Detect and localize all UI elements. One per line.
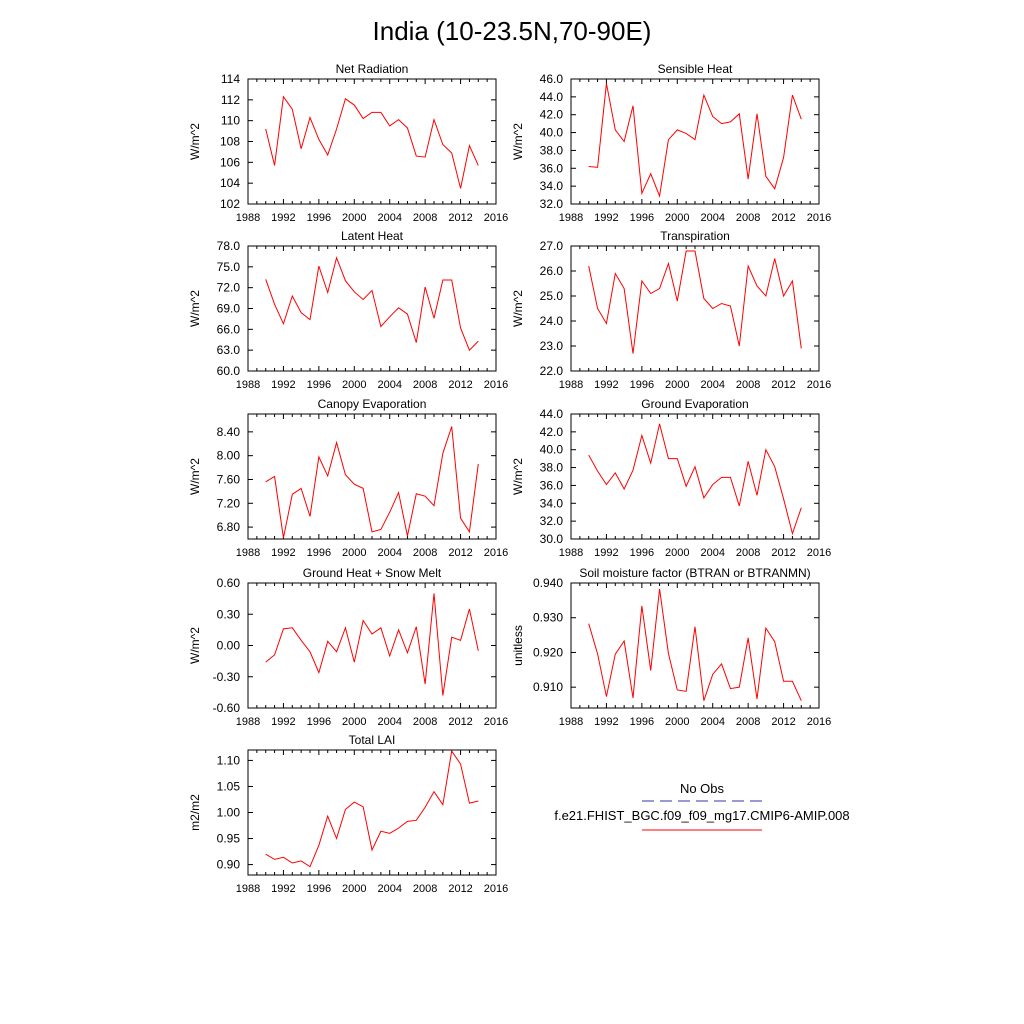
y-tick-label: 44.0 <box>539 407 563 421</box>
y-tick-label: 0.910 <box>532 680 563 695</box>
y-axis-label: W/m^2 <box>511 290 525 327</box>
panel-ground-evaporation <box>511 397 831 559</box>
y-tick-label: 27.0 <box>539 239 563 253</box>
x-tick-label: 1996 <box>629 379 655 391</box>
x-tick-label: 1992 <box>271 716 296 728</box>
x-tick-label: 2016 <box>483 547 509 559</box>
x-tick-label: 1992 <box>594 212 619 224</box>
x-tick-label: 2016 <box>806 716 832 728</box>
x-tick-label: 2012 <box>448 212 473 224</box>
x-tick-label: 2008 <box>735 716 761 728</box>
panel-title: Canopy Evaporation <box>317 397 427 411</box>
y-tick-label: 7.20 <box>216 496 240 511</box>
x-tick-label: 1988 <box>235 547 261 559</box>
x-tick-label: 1988 <box>235 883 261 895</box>
x-tick-label: 2004 <box>377 379 402 391</box>
x-tick-label: 2000 <box>342 212 367 224</box>
panel-net-radiation <box>188 62 508 224</box>
y-axis-label: W/m^2 <box>188 627 202 664</box>
x-tick-label: 1988 <box>558 716 584 728</box>
x-tick-label: 1988 <box>235 379 261 391</box>
plot-frame <box>571 246 819 371</box>
series-line-model <box>266 258 479 350</box>
x-tick-label: 2008 <box>412 379 438 391</box>
y-tick-label: 40.0 <box>539 442 563 457</box>
x-tick-label: 1992 <box>271 379 296 391</box>
x-tick-label: 1992 <box>271 212 296 224</box>
y-axis-label: W/m^2 <box>511 458 525 495</box>
y-axis-label: W/m^2 <box>511 123 525 160</box>
y-tick-label: 0.60 <box>216 576 240 590</box>
legend-obs-label: No Obs <box>679 781 725 796</box>
x-tick-label: 2004 <box>700 212 725 224</box>
x-tick-label: 2008 <box>735 547 761 559</box>
y-tick-label: 1.05 <box>216 779 240 794</box>
x-tick-label: 2000 <box>342 547 367 559</box>
x-tick-label: 1988 <box>558 379 584 391</box>
y-tick-label: 23.0 <box>539 339 563 353</box>
y-tick-label: 34.0 <box>539 179 563 194</box>
y-tick-label: 36.0 <box>539 161 563 176</box>
x-tick-label: 1988 <box>235 716 261 728</box>
y-tick-label: 0.930 <box>532 610 563 625</box>
x-tick-label: 2008 <box>735 212 761 224</box>
y-tick-label: 104 <box>219 176 240 191</box>
x-tick-label: 1992 <box>594 379 619 391</box>
y-tick-label: 1.00 <box>216 805 240 820</box>
x-tick-label: 2000 <box>665 547 690 559</box>
panel-sensible-heat <box>511 62 831 224</box>
x-tick-label: 2008 <box>412 212 438 224</box>
x-tick-label: 2016 <box>483 379 509 391</box>
x-tick-label: 2016 <box>483 883 509 895</box>
plot-frame <box>571 414 819 539</box>
panel-title: Total LAI <box>348 733 396 747</box>
panel-title: Transpiration <box>660 229 730 243</box>
y-tick-label: 32.0 <box>539 514 563 529</box>
y-tick-label: 0.920 <box>532 645 563 660</box>
y-tick-label: 32.0 <box>539 197 563 211</box>
panel-title: Latent Heat <box>340 229 404 243</box>
x-tick-label: 1996 <box>629 716 655 728</box>
x-tick-label: 2000 <box>342 883 367 895</box>
x-tick-label: 2008 <box>735 379 761 391</box>
y-tick-label: 26.0 <box>539 264 563 278</box>
y-tick-label: 110 <box>220 113 240 128</box>
y-tick-label: 0.940 <box>532 576 563 590</box>
panel-latent-heat <box>188 229 508 391</box>
x-tick-label: 2004 <box>377 212 402 224</box>
series-line-model <box>266 593 479 695</box>
plot-frame <box>571 79 819 204</box>
panel-title: Soil moisture factor (BTRAN or BTRANMN) <box>579 566 811 580</box>
panel-ground-heat-snow-melt <box>188 566 508 728</box>
x-tick-label: 2008 <box>412 716 438 728</box>
y-tick-label: 8.00 <box>216 448 240 463</box>
y-axis-label: unitless <box>511 625 525 666</box>
plot-frame <box>248 750 496 875</box>
y-tick-label: 0.30 <box>216 607 240 622</box>
series-line-model <box>589 251 802 354</box>
x-tick-label: 1988 <box>558 212 584 224</box>
y-tick-label: 42.0 <box>539 424 563 439</box>
y-tick-label: 42.0 <box>539 107 563 122</box>
x-tick-label: 1996 <box>306 883 332 895</box>
y-axis-label: m2/m2 <box>188 794 202 831</box>
x-tick-label: 1992 <box>271 883 296 895</box>
y-tick-label: 6.80 <box>216 520 240 535</box>
series-line-model <box>589 83 802 196</box>
x-tick-label: 2000 <box>665 379 690 391</box>
y-tick-label: 40.0 <box>539 125 563 140</box>
x-tick-label: 2012 <box>448 379 473 391</box>
x-tick-label: 2012 <box>771 379 796 391</box>
x-tick-label: 2004 <box>377 883 402 895</box>
x-tick-label: 2012 <box>771 547 796 559</box>
x-tick-label: 1988 <box>235 212 261 224</box>
plot-frame <box>248 246 496 371</box>
x-tick-label: 1996 <box>629 212 655 224</box>
x-tick-label: 2012 <box>448 547 473 559</box>
page-title: India (10-23.5N,70-90E) <box>372 16 652 46</box>
y-tick-label: 0.90 <box>216 857 240 872</box>
series-line-model <box>589 424 802 534</box>
y-tick-label: 44.0 <box>539 89 563 104</box>
y-tick-label: 78.0 <box>216 239 240 253</box>
x-tick-label: 1992 <box>594 716 619 728</box>
x-tick-label: 1996 <box>629 547 655 559</box>
x-tick-label: 1996 <box>306 547 332 559</box>
x-tick-label: 2016 <box>806 547 832 559</box>
y-tick-label: 112 <box>220 92 240 107</box>
series-line-model <box>266 427 479 538</box>
legend-model-label: f.e21.FHIST_BGC.f09_f09_mg17.CMIP6-AMIP.008 <box>554 808 850 823</box>
y-tick-label: 25.0 <box>539 289 563 303</box>
panel-total-lai <box>188 733 508 895</box>
y-tick-label: 60.0 <box>216 364 240 378</box>
plot-frame <box>248 414 496 539</box>
panel-title: Sensible Heat <box>657 62 733 76</box>
x-tick-label: 2012 <box>448 883 473 895</box>
y-tick-label: 7.60 <box>216 472 240 487</box>
panel-canopy-evaporation <box>188 397 508 559</box>
x-tick-label: 2008 <box>412 547 438 559</box>
x-tick-label: 2016 <box>806 379 832 391</box>
y-tick-label: 69.0 <box>216 301 240 316</box>
panel-title: Ground Evaporation <box>641 397 749 411</box>
y-tick-label: 108 <box>219 134 240 149</box>
y-tick-label: 66.0 <box>216 322 240 337</box>
x-tick-label: 2016 <box>483 212 509 224</box>
y-tick-label: 63.0 <box>216 343 240 358</box>
y-tick-label: 36.0 <box>539 478 563 493</box>
x-tick-label: 2004 <box>700 379 725 391</box>
y-tick-label: 75.0 <box>216 259 240 274</box>
x-tick-label: 2016 <box>483 716 509 728</box>
y-tick-label: -0.60 <box>212 701 240 715</box>
x-tick-label: 1988 <box>558 547 584 559</box>
panel-transpiration <box>511 229 831 391</box>
y-tick-label: 114 <box>220 72 240 86</box>
x-tick-label: 2004 <box>700 547 725 559</box>
y-axis-label: W/m^2 <box>188 290 202 327</box>
y-axis-label: W/m^2 <box>188 123 202 160</box>
x-tick-label: 2008 <box>412 883 438 895</box>
x-tick-label: 2004 <box>377 716 402 728</box>
y-tick-label: -0.30 <box>212 669 240 684</box>
x-tick-label: 2012 <box>771 212 796 224</box>
series-line-model <box>589 589 802 701</box>
panel-title: Net Radiation <box>335 62 409 76</box>
y-tick-label: 0.95 <box>216 831 240 846</box>
y-tick-label: 38.0 <box>539 460 563 475</box>
plot-frame <box>248 79 496 204</box>
x-tick-label: 1992 <box>271 547 296 559</box>
y-tick-label: 30.0 <box>539 532 563 546</box>
x-tick-label: 1996 <box>306 379 332 391</box>
y-axis-label: W/m^2 <box>188 458 202 495</box>
y-tick-label: 22.0 <box>539 364 563 378</box>
y-tick-label: 106 <box>219 155 240 170</box>
x-tick-label: 2000 <box>665 212 690 224</box>
series-line-model <box>266 97 479 189</box>
y-tick-label: 24.0 <box>539 314 563 328</box>
x-tick-label: 1996 <box>306 212 332 224</box>
x-tick-label: 2004 <box>377 547 402 559</box>
x-tick-label: 1992 <box>594 547 619 559</box>
y-tick-label: 38.0 <box>539 143 563 158</box>
x-tick-label: 2012 <box>448 716 473 728</box>
x-tick-label: 1996 <box>306 716 332 728</box>
y-tick-label: 0.00 <box>216 638 240 653</box>
x-tick-label: 2016 <box>806 212 832 224</box>
x-tick-label: 2012 <box>771 716 796 728</box>
y-tick-label: 46.0 <box>539 72 563 86</box>
y-tick-label: 8.40 <box>216 424 240 439</box>
panels <box>188 62 831 895</box>
panel-title: Ground Heat + Snow Melt <box>302 566 442 580</box>
plot-frame <box>248 583 496 708</box>
y-tick-label: 72.0 <box>216 280 240 295</box>
y-tick-label: 102 <box>219 197 240 211</box>
x-tick-label: 2000 <box>665 716 690 728</box>
legend <box>554 781 849 830</box>
panel-soil-moisture-factor-btran-or-btranmn <box>511 566 831 728</box>
x-tick-label: 2000 <box>342 716 367 728</box>
y-tick-label: 1.10 <box>216 753 240 768</box>
x-tick-label: 2004 <box>700 716 725 728</box>
x-tick-label: 2000 <box>342 379 367 391</box>
y-tick-label: 34.0 <box>539 496 563 511</box>
series-line-model <box>266 751 479 867</box>
